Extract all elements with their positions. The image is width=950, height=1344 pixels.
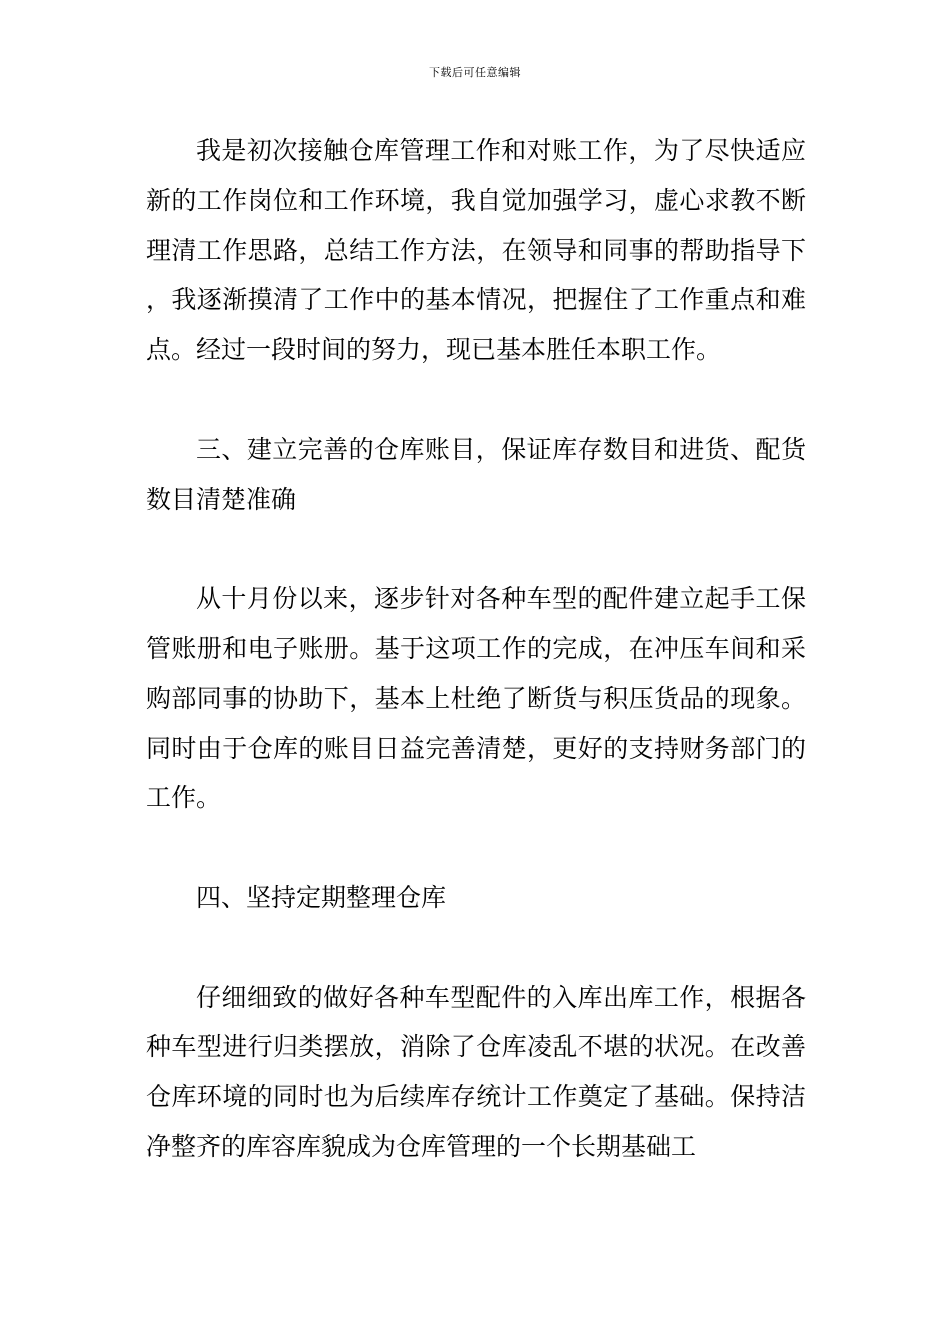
- paragraph-warehouse-tidying: 仔细细致的做好各种车型配件的入库出库工作，根据各种车型进行归类摆放，消除了仓库凌乱不堪的状况。在改善仓库环境的同时也为后续库存统计工作奠定了基础。保持洁净整齐的库容库貌成为仓库管理的一个长期基础工: [146, 982, 806, 1161]
- paragraph-ledger: 从十月份以来，逐步针对各种车型的配件建立起手工保管账册和电子账册。基于这项工作的完成，在冲压车间和采购部同事的协助下，基本上杜绝了断货与积压货品的现象。同时由于仓库的账目日益完善清楚，更好的支持财务部门的工作。: [146, 584, 806, 813]
- section-heading-3: 三、建立完善的仓库账目，保证库存数目和进货、配货数目清楚准确: [146, 434, 806, 514]
- page-header: 下载后可任意编辑: [429, 66, 521, 79]
- paragraph-spacer: [146, 923, 806, 973]
- paragraph-spacer: [146, 375, 806, 425]
- paragraph-spacer: [146, 823, 806, 873]
- section-heading-4: 四、坚持定期整理仓库: [196, 882, 447, 912]
- paragraph-spacer: [146, 524, 806, 574]
- paragraph-work-adaptation: 我是初次接触仓库管理工作和对账工作，为了尽快适应新的工作岗位和工作环境，我自觉加强学习，虚心求教不断理清工作思路，总结工作方法，在领导和同事的帮助指导下，我逐渐摸清了工作中的基本情况，把握住了工作重点和难点。经过一段时间的努力，现已基本胜任本职工作。: [146, 136, 806, 365]
- document-body: [146, 126, 806, 1172]
